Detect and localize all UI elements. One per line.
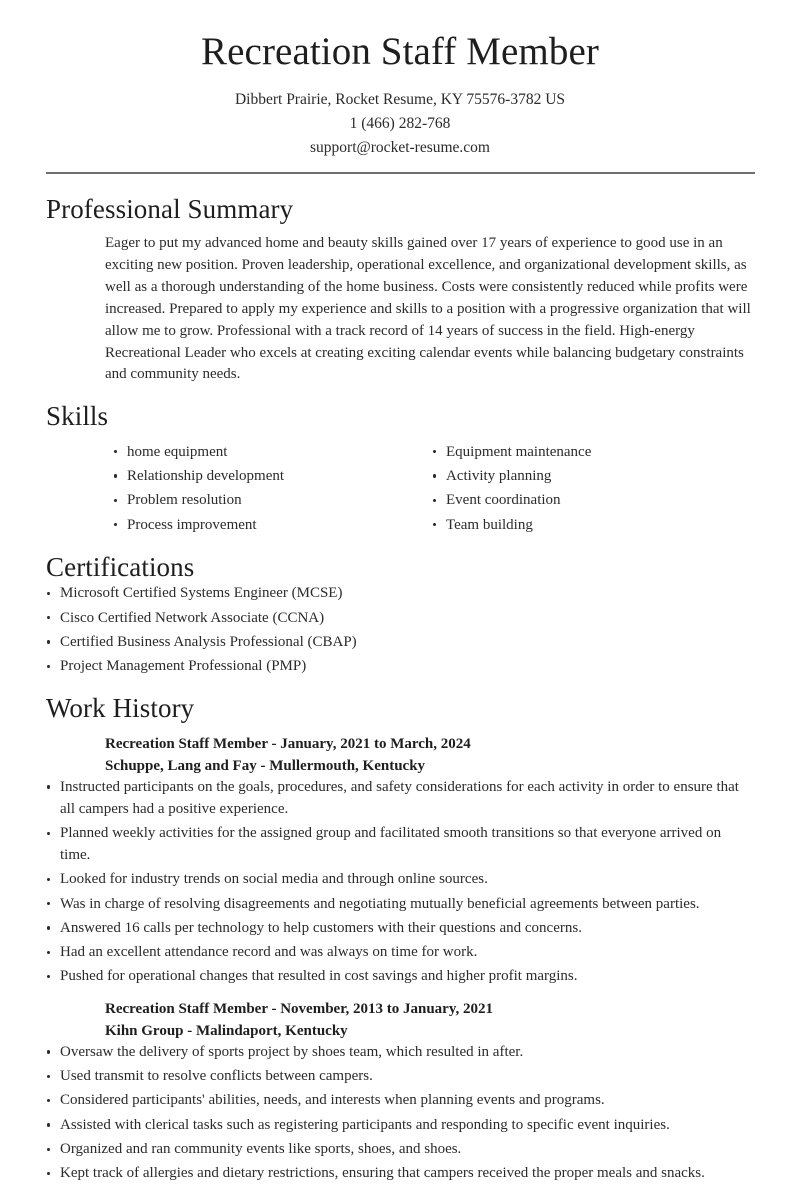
list-item: Event coordination [432, 490, 755, 512]
skills-column-left [113, 442, 432, 539]
section-title-certifications: Certifications [46, 551, 195, 582]
job-header [46, 734, 755, 777]
section-skills [0, 400, 800, 539]
certifications-list [46, 583, 755, 678]
section-title-professional-summary: Professional Summary [46, 194, 294, 225]
list-item: Activity planning [432, 466, 755, 488]
professional-summary-text: Eager to put my advanced home and beauty skills gained over 17 years of experience to good use in an exciting new position. Proven leadership, operational excellence, and organizational development skills, as well as a thorough understanding of the home business. Costs were consistently reduced while profits were increased. Prepared to apply my experience and skills to a position with a progressive organization that will allow me to grow. Professional with a track record of 14 years of success in the field. High-energy Recreational Leader who excels at creating exciting calendar events while balancing budgetary constraints and community needs. [105, 235, 751, 383]
skills-column-right [432, 442, 755, 539]
list-item: Problem resolution [113, 490, 432, 512]
list-item: Project Management Professional (PMP) [46, 656, 755, 678]
candidate-name: Recreation Staff Member [201, 30, 599, 73]
job-responsibilities-list [46, 1042, 755, 1185]
resume-header [0, 0, 800, 159]
list-item: Considered participants' abilities, needs, and interests when planning events and programs. [46, 1090, 755, 1112]
section-certifications [0, 551, 800, 678]
work-history-entry [46, 734, 755, 988]
list-item: Certified Business Analysis Professional (CBAP) [46, 632, 755, 654]
list-item: Process improvement [113, 515, 432, 537]
list-item: Oversaw the delivery of sports project by shoes team, which resulted in after. [46, 1042, 755, 1064]
contact-email: support@rocket-resume.com [310, 138, 490, 156]
job-company-and-location: Schuppe, Lang and Fay - Mullermouth, Kentucky [105, 757, 426, 774]
list-item: Organized and ran community events like sports, shoes, and shoes. [46, 1139, 755, 1161]
list-item: Relationship development [113, 466, 432, 488]
section-title-skills: Skills [46, 401, 109, 432]
list-item: Assisted with clerical tasks such as registering participants and responding to specific event inquiries. [46, 1115, 755, 1137]
list-item: Pushed for operational changes that resulted in cost savings and higher profit margins. [46, 966, 755, 988]
skills-columns [46, 442, 755, 539]
section-title-work-history: Work History [46, 692, 195, 723]
list-item: Team building [432, 515, 755, 537]
list-item: Used transmit to resolve conflicts between campers. [46, 1066, 755, 1088]
skills-list-right [432, 442, 755, 537]
list-item: Had an excellent attendance record and was always on time for work. [46, 942, 755, 964]
contact-address: Dibbert Prairie, Rocket Resume, KY 75576-3782 US [234, 91, 566, 109]
list-item: Kept track of allergies and dietary restrictions, ensuring that campers received the proper meals and snacks. [46, 1163, 755, 1185]
list-item: Was in charge of resolving disagreements and negotiating mutually beneficial agreements between parties. [46, 894, 755, 916]
job-company-and-location: Kihn Group - Malindaport, Kentucky [105, 1022, 348, 1039]
job-responsibilities-list [46, 777, 755, 988]
list-item: Looked for industry trends on social media and through online sources. [46, 869, 755, 891]
list-item: home equipment [113, 442, 432, 464]
work-history-entry [46, 999, 755, 1185]
job-title-and-dates: Recreation Staff Member - November, 2013 to January, 2021 [105, 1001, 493, 1018]
list-item: Cisco Certified Network Associate (CCNA) [46, 608, 755, 630]
list-item: Microsoft Certified Systems Engineer (MCSE) [46, 583, 755, 605]
header-divider [46, 172, 755, 174]
job-title-and-dates: Recreation Staff Member - January, 2021 to March, 2024 [105, 736, 471, 753]
contact-phone: 1 (466) 282-768 [349, 115, 451, 132]
list-item: Planned weekly activities for the assigned group and facilitated smooth transitions so that everyone arrived on time. [46, 823, 755, 867]
list-item: Answered 16 calls per technology to help customers with their questions and concerns. [46, 918, 755, 940]
list-item: Instructed participants on the goals, procedures, and safety considerations for each activity in order to ensure that all campers had a positive experience. [46, 777, 755, 821]
job-header [46, 999, 755, 1042]
section-work-history [0, 692, 800, 1185]
section-professional-summary [0, 193, 800, 386]
list-item: Equipment maintenance [432, 442, 755, 464]
skills-list-left [113, 442, 432, 537]
